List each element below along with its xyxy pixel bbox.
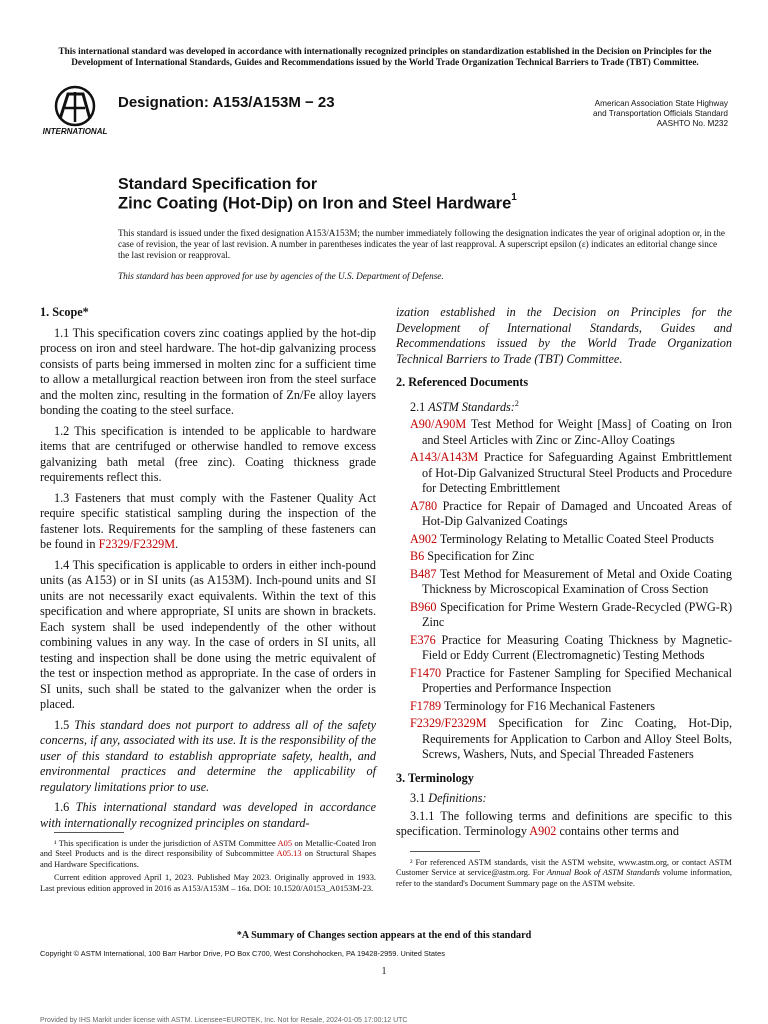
subsection-astm-standards: [396, 396, 732, 416]
ref-link-a05[interactable]: A05: [277, 839, 293, 848]
issuance-note: [118, 228, 730, 264]
title-text: Zinc Coating (Hot-Dip) on Iron and Steel Hardware: [118, 194, 512, 213]
paragraph-1-4: 1.4 This specification is applicable to orders in either inch-pound units (as A153) or in SI units (as A153M). Inch-pound units and SI units are not necessarily exact equivalents. Within the text of this specification and where appropriate, SI units are shown in brackets. Each system shall be used independently of the other without combining values in any way. In the case of orders in SI units, all testing and inspection shall be done using the metric equivalent of the test or inspection method as appropriate. In the case of orders in SI units, such shall be stated to the galvanizer when the order is placed.: [40, 557, 376, 711]
reference-code-link[interactable]: F1789: [410, 698, 442, 713]
paragraph-3-1-1-text: 3.1.1 The following terms and definitions are specific to this specification. Terminology: [396, 808, 732, 839]
footnote-1-text-a: ¹ This specification is under the jurisdiction of ASTM Committee: [54, 839, 278, 848]
paragraph-1-2: 1.2 This specification is intended to be applicable to hardware items that are centrifuged or otherwise handled to remove excess galvanizing bath metal (free zinc). Coating thickness grade requirements reflect this.: [40, 423, 376, 484]
reference-code-link[interactable]: B6: [410, 549, 425, 564]
footnote-1-edition: Current edition approved April 1, 2023. Published May 2023. Originally approved in 1933. Last previous edition approved in 2016 as A153/A153M – 16a. DOI: 10.1520/A0153_A0153M-23.: [40, 873, 376, 893]
aashto-line-3: AASHTO No. M232: [656, 119, 728, 128]
footnote-2-text-a: ² For referenced ASTM standards, visit the ASTM website, www.astm.org, or contact ASTM Customer Service at service@astm.org. For: [396, 858, 732, 878]
reference-title: Practice for Measuring Coating Thickness by Magnetic-Field or Eddy Current (Electromagnetic) Testing Methods: [422, 632, 733, 663]
footnote-rule: [54, 832, 124, 833]
reference-title: Test Method for Measurement of Metal and Oxide Coating Thickness by Microscopical Examination of Cross Section: [422, 566, 733, 597]
footnotes-right: [396, 845, 732, 892]
designation: Designation: A153/A153M − 23: [118, 94, 335, 111]
paragraph-1-6-continued: ization established in the Decision on Principles for the Development of International Standards, Guides and Recommendations issued by the World Trade Organization Technical Barriers to Trade (TBT) Committee.: [396, 305, 732, 366]
reference-title: Terminology for F16 Mechanical Fasteners: [443, 698, 656, 713]
subsection-number: 3.1: [410, 791, 429, 806]
paragraph-1-3-text: 1.3 Fasteners that must comply with the Fastener Quality Act require specific statistical sampling during the inspection of the fastener lots. Requirements for the sampling of these fasteners can be found in: [40, 490, 376, 551]
reference-item: [396, 666, 732, 697]
footnote-1: [40, 839, 376, 870]
section-heading-terminology: 3. Terminology: [396, 770, 474, 785]
paragraph-1-1: 1.1 This specification covers zinc coatings applied by the hot-dip process on iron and steel hardware. The hot-dip galvanizing process consists of parts being immersed in molten zinc for a sufficient time to allow a metallurgical reaction between iron from the steel surface and the molten zinc, resulting in the formation of Zn/Fe alloy layers bonding the coating to the steel surface.: [40, 325, 376, 417]
aashto-block: [593, 99, 728, 129]
reference-title: Specification for Zinc: [427, 549, 535, 564]
paragraph-1-3-end: .: [175, 537, 179, 551]
reference-code-link[interactable]: F1470: [410, 665, 442, 680]
reference-code-link[interactable]: A90/A90M: [410, 417, 467, 432]
ref-link-a902[interactable]: A902: [529, 824, 557, 839]
astm-logo: [38, 84, 112, 136]
footnote-2-text-b: volume information, refer to the standard's Document Summary page on the ASTM website.: [396, 868, 732, 888]
reference-code-link[interactable]: F2329/F2329M: [410, 716, 487, 731]
paragraph-1-3: [40, 491, 376, 553]
reference-title: Terminology Relating to Metallic Coated Steel Products: [439, 531, 714, 546]
reference-title: Practice for Repair of Damaged and Uncoated Areas of Hot-Dip Galvanized Coatings: [422, 498, 732, 529]
reference-code-link[interactable]: A902: [410, 531, 438, 546]
reference-list: [396, 417, 732, 763]
reference-title: Specification for Prime Western Grade-Recycled (PWG-R) Zinc: [422, 599, 733, 630]
reference-item: [396, 716, 732, 763]
subsection-title: Definitions:: [428, 791, 487, 806]
reference-item: [396, 699, 732, 715]
subsection-definitions: [396, 791, 732, 807]
footnote-rule: [410, 851, 480, 852]
reference-item: [396, 450, 732, 497]
reference-code-link[interactable]: E376: [410, 632, 436, 647]
paragraph-1-5-text: This standard does not purport to address all of the safety concerns, if any, associated with its use. It is the responsibility of the user of this standard to establish appropriate safety, health, and environmental practices and determine the applicability of regulatory limitations prior to use.: [40, 717, 376, 794]
reference-title: Practice for Fastener Sampling for Specified Mechanical Properties and Performance Inspection: [422, 665, 733, 696]
subsection-number: 2.1: [410, 399, 429, 414]
reference-item: [396, 600, 732, 631]
top-note: This international standard was developed in accordance with internationally recognized principles on standardization established in the Decision on Principles for the Development of International Standards, Guides and Recommendations issued by the World Trade Organization Technical Barriers to Trade (TBT) Committee.: [58, 46, 712, 67]
reference-item: [396, 567, 732, 598]
logo-text: INTERNATIONAL: [42, 127, 108, 136]
reference-item: [396, 499, 732, 530]
ref-link-f2329[interactable]: F2329/F2329M: [98, 537, 176, 551]
reference-code-link[interactable]: B487: [410, 566, 437, 581]
paragraph-1-6-text: This international standard was developed in accordance with internationally recognized principles on standard-: [40, 800, 377, 830]
right-column: [396, 305, 732, 845]
paragraph-1-5: [40, 718, 376, 796]
paragraph-3-1-1-end: contains other terms and: [556, 824, 679, 839]
footnote-2: [396, 858, 732, 889]
paragraph-1-5-number: 1.5: [54, 717, 75, 732]
aashto-line-2: and Transportation Officials Standard: [592, 109, 728, 118]
paragraph-1-6-number: 1.6: [54, 800, 76, 814]
reference-item: [396, 633, 732, 664]
reference-item: [396, 549, 732, 565]
license-watermark: Provided by IHS Markit under license with ASTM. Licensee=EUROTEK, Inc. Not for Resale, 2024-01-05 17:00:12 UTC: [40, 1017, 408, 1024]
reference-title: Test Method for Weight [Mass] of Coating on Iron and Steel Articles with Zinc or Zinc-Alloy Coatings: [422, 417, 733, 447]
reference-code-link[interactable]: A780: [410, 498, 438, 513]
dod-approval-note: This standard has been approved for use by agencies of the U.S. Department of Defense.: [118, 271, 444, 281]
summary-of-changes-note: *A Summary of Changes section appears at the end of this standard: [236, 930, 532, 941]
reference-title: Practice for Safeguarding Against Embrittlement of Hot-Dip Galvanized Structural Steel Products and Procedure for Detecting Embrittlement: [422, 450, 733, 496]
paragraph-3-1-1: [396, 809, 732, 840]
left-column: [40, 305, 376, 836]
title-line-2: [118, 194, 517, 214]
section-heading-referenced-documents: 2. Referenced Documents: [396, 375, 529, 389]
footnote-1-text-c: on Structural Shapes and Hardware Specifications.: [40, 849, 376, 869]
reference-code-link[interactable]: A143/A143M: [410, 450, 479, 465]
reference-item: [396, 417, 732, 448]
title-line-1: Standard Specification for: [118, 176, 318, 193]
aashto-line-1: American Association State Highway: [594, 99, 728, 108]
reference-item: [396, 532, 732, 548]
title-footnote-mark[interactable]: 1: [511, 192, 517, 203]
section-heading-scope: 1. Scope*: [40, 305, 89, 319]
issuance-text: This standard is issued under the fixed designation A153/A153M; the number immediately following the designation indicates the year of original adoption or, in the case of revision, the year of last revision. A number in parentheses indicates the year of last reapproval. A superscript epsilon (ε) indicates an editorial change since the last revision or reapproval.: [118, 228, 725, 260]
copyright-line: Copyright © ASTM International, 100 Barr Harbor Drive, PO Box C700, West Conshohocken, PA 19428-2959. United States: [40, 949, 445, 958]
ref-link-a05-13[interactable]: A05.13: [276, 849, 302, 859]
footnote-mark-2[interactable]: 2: [514, 398, 519, 408]
page-number: 1: [381, 966, 387, 977]
footnotes-left: [40, 826, 376, 897]
footnote-2-book-title: Annual Book of ASTM Standards: [547, 868, 660, 878]
footnote-1-text-b: on Metallic-Coated Iron and Steel Products and is the direct responsibility of Subcommittee: [40, 839, 377, 859]
reference-title: Specification for Zinc Coating, Hot-Dip, Requirements for Application to Carbon and Alloy Steel Bolts, Screws, Washers, Nuts, and Special Threaded Fasteners: [422, 716, 733, 762]
reference-code-link[interactable]: B960: [410, 599, 437, 614]
subsection-title: ASTM Standards:: [428, 399, 515, 414]
